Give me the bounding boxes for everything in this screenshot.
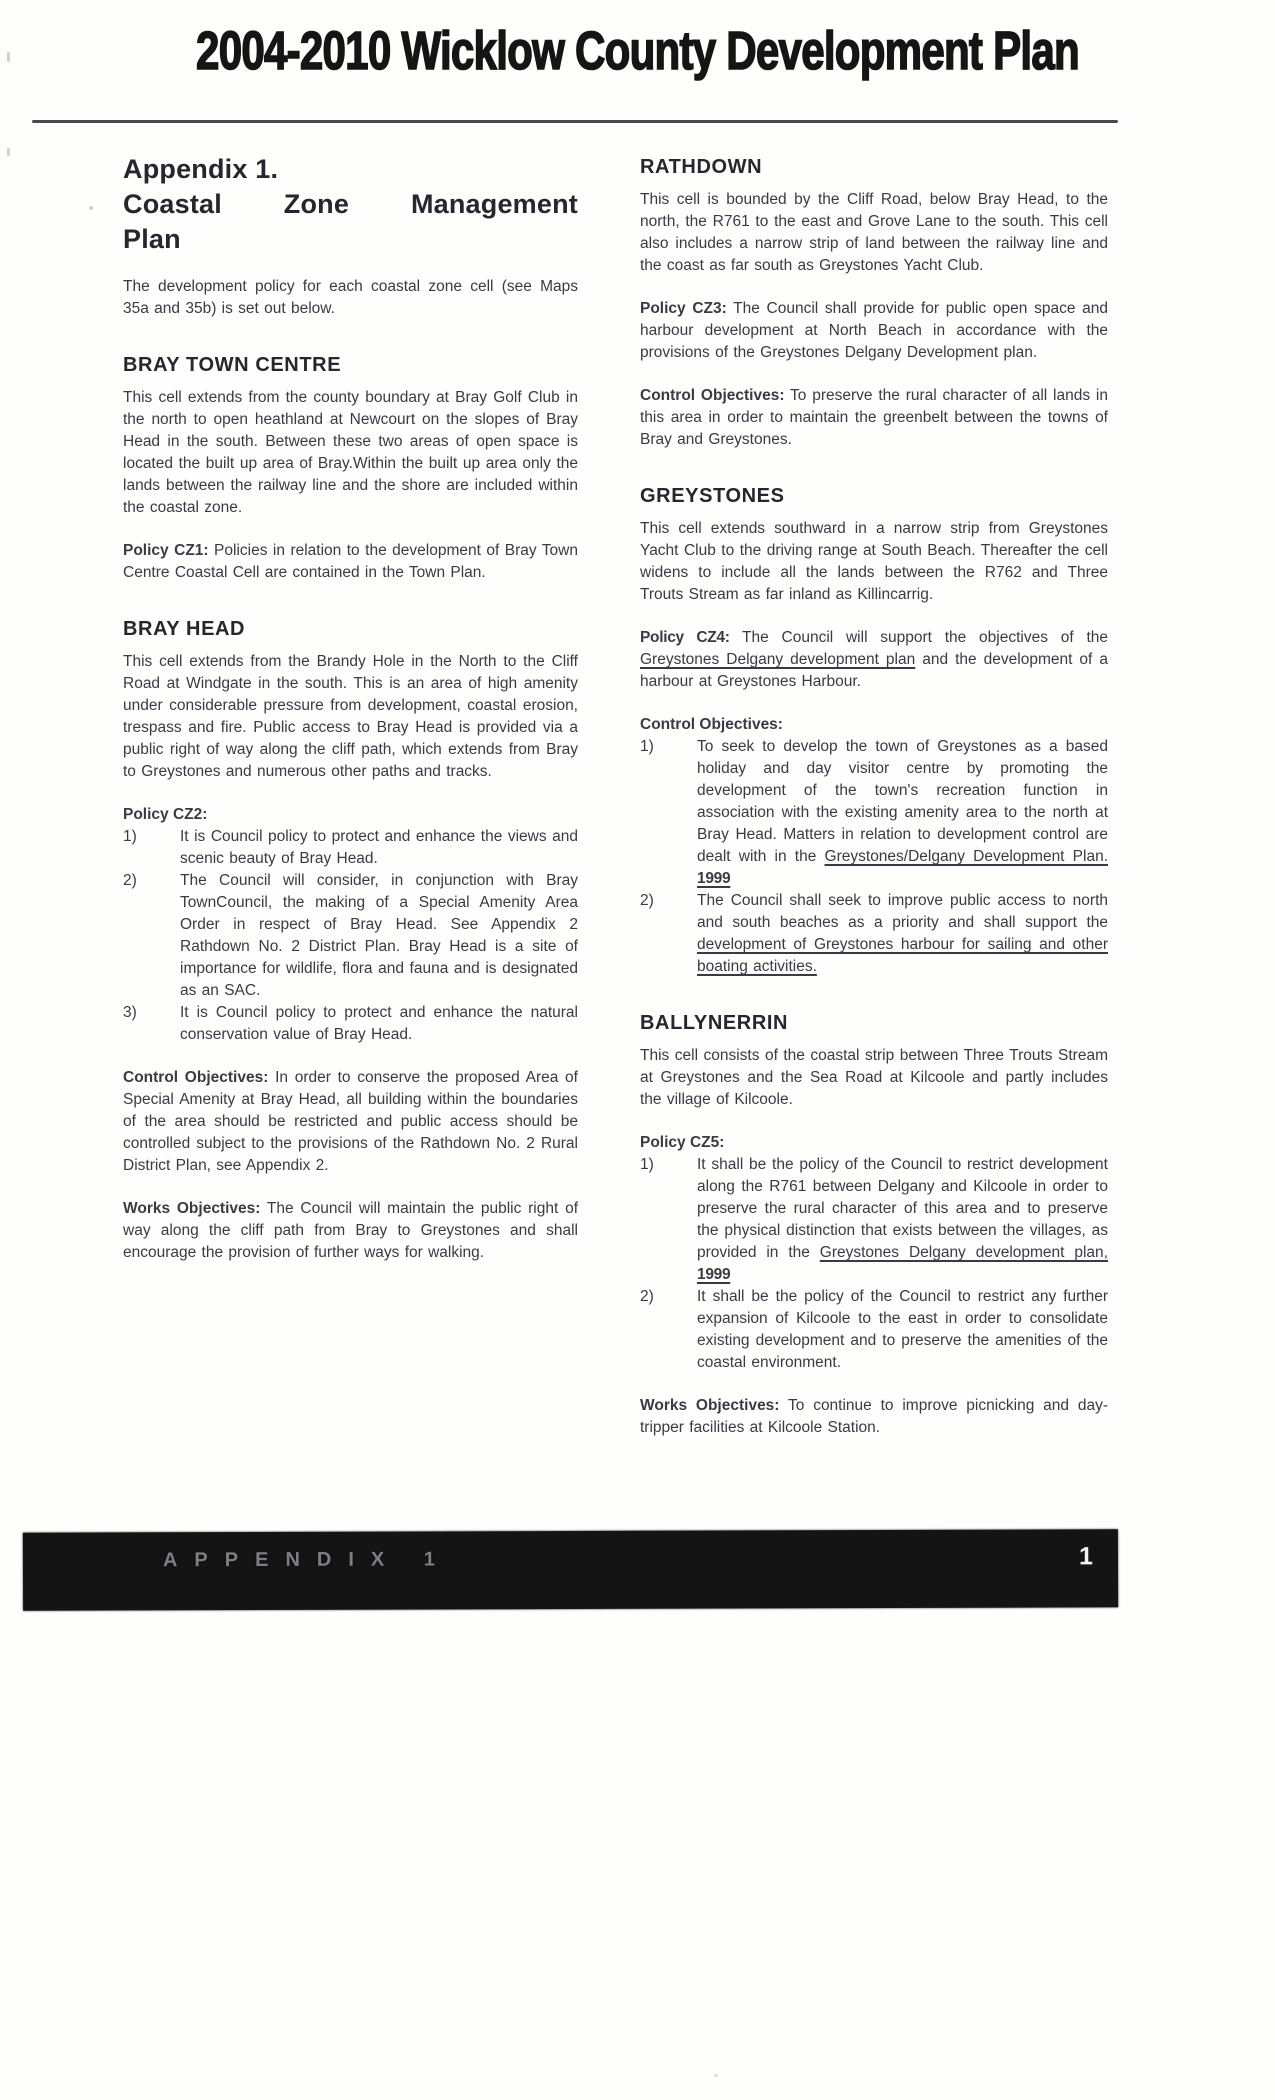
ballynerrin-body: This cell consists of the coastal strip between Three Trouts Stream at Greystones and the Sea Road at Kilcoole and partly includes the village of Kilcoole. — [640, 1047, 1108, 1108]
policy-cz1-paragraph — [123, 540, 578, 584]
scan-artifact — [89, 206, 93, 210]
appendix-heading — [123, 152, 578, 257]
works-objectives-paragraph — [123, 1198, 578, 1264]
control-objectives-text: In order to conserve the proposed Area of Special Amenity at Bray Head, all building within the boundaries of the area should be restricted and public access should be controlled subject to the provisions of the Rathdown No. 2 Rural District Plan, see Appendix 2. — [123, 1069, 578, 1174]
section-heading-rathdown: RATHDOWN — [640, 156, 763, 178]
policy-cz1-text: Policies in relation to the development of Bray Town Centre Coastal Cell are contained in the Town Plan. — [123, 542, 578, 581]
list-item-text: It shall be the policy of the Council to restrict any further expansion of Kilcoole to the east in order to consolidate existing development and to preserve the amenities of the coastal environment. — [697, 1288, 1108, 1371]
scan-artifact — [714, 2074, 718, 2077]
control-objectives-paragraph — [123, 1067, 578, 1177]
section-heading-ballynerrin: BALLYNERRIN — [640, 1012, 789, 1034]
list-item — [640, 736, 1108, 890]
list-item-number: 1) — [123, 828, 137, 845]
policy-cz4-paragraph: Policy CZ4: The Council will support the objectives of the Greystones Delgany development plan and the development of a harbour at Greystones Harbour. — [640, 629, 1108, 690]
appendix-heading-line1: Appendix 1. — [123, 154, 279, 184]
list-item-number: 3) — [123, 1004, 137, 1021]
footer-bar — [23, 1529, 1118, 1610]
list-item-text: To seek to develop the town of Greystones as a based holiday and day visitor centre by promoting the development of the town's recreation function in association with the existing amenity area to the north at Bray Head. Matters in relation to development control are dealt with in the Greystones/Delgany Development Plan. 1999 — [697, 738, 1109, 887]
control-objectives-paragraph — [640, 385, 1108, 451]
greystones-body: This cell extends southward in a narrow strip from Greystones Yacht Club to the driving range at South Beach. Thereafter the cell widens to include all the lands between the R762 and Three Trouts Stream as far inland as Killincarrig. — [640, 520, 1108, 603]
list-item-number: 1) — [640, 738, 654, 755]
list-item — [640, 1286, 1108, 1374]
list-item-number: 2) — [123, 872, 137, 889]
list-item-number: 2) — [640, 892, 654, 909]
list-item — [123, 1002, 578, 1046]
list-item-text: The Council shall seek to improve public access to north and south beaches as a priority and shall support the development of Greystones harbour for sailing and other boating activities. — [697, 892, 1108, 975]
control-objectives-label: Control Objectives: — [640, 387, 785, 404]
list-item — [640, 890, 1108, 978]
policy-cz1-label: Policy CZ1: — [123, 542, 209, 559]
left-column — [123, 152, 578, 1285]
policy-cz3-paragraph — [640, 298, 1108, 364]
section-heading-bray-town-centre: BRAY TOWN CENTRE — [123, 354, 342, 376]
control-objectives-text: To preserve the rural character of all lands in this area in order to maintain the greenbelt between the towns of Bray and Greystones. — [640, 387, 1108, 448]
works-objectives-text: The Council will maintain the public right of way along the cliff path from Bray to Greystones and shall encourage the provision of further ways for walking. — [123, 1200, 578, 1261]
list-item-number: 2) — [640, 1288, 654, 1305]
policy-cz2-heading: Policy CZ2: — [123, 806, 208, 823]
list-item-text: It shall be the policy of the Council to restrict development along the R761 between Delgany and Kilcoole in order to preserve the rural character of this area and to preserve the physical distinction that exists between the villages, as provided in the Greystones Delgany development plan, 1999 — [697, 1156, 1108, 1283]
policy-cz3-text: The Council shall provide for public open space and harbour development at North Beach in accordance with the provisions of the Greystones Delgany Development plan. — [640, 300, 1108, 361]
list-item-text: It is Council policy to protect and enhance the natural conservation value of Bray Head. — [180, 1004, 578, 1043]
greystones-control-list — [640, 736, 1108, 978]
right-column — [640, 152, 1108, 1460]
bray-head-body: This cell extends from the Brandy Hole in the North to the Cliff Road at Windgate in the south. This is an area of high amenity under considerable pressure from development, coastal erosion, trespass and fire. Public access to Bray Head is provided via a public right of way along the cliff path, which extends from Bray to Greystones and numerous other paths and tracks. — [123, 653, 578, 780]
list-item-text: It is Council policy to protect and enhance the views and scenic beauty of Bray Head. — [180, 828, 578, 867]
footer-appendix-label: APPENDIX 1 — [162, 1548, 452, 1572]
footer-page-number: 1 — [1078, 1542, 1093, 1571]
bray-town-centre-body: This cell extends from the county boundary at Bray Golf Club in the north to open heathland at Newcourt on the slopes of Bray Head in the south. Between these two areas of open space is located the built up area of Bray.Within the built up area only the lands between the railway line and the shore are included within the coastal zone. — [123, 389, 578, 516]
policy-cz2-list — [123, 826, 578, 1046]
list-item-number: 1) — [640, 1156, 654, 1173]
control-objectives-label: Control Objectives: — [123, 1069, 269, 1086]
list-item — [123, 870, 578, 1002]
list-item-text: The Council will consider, in conjunction with Bray TownCouncil, the making of a Special Amenity Area Order in respect of Bray Head. See Appendix 2 Rathdown No. 2 District Plan. Bray Head is a site of importance for wildlife, flora and fauna and is designated as an SAC. — [180, 872, 578, 999]
scan-artifact — [7, 52, 10, 62]
list-item — [640, 1154, 1108, 1286]
policy-cz5-list — [640, 1154, 1108, 1374]
appendix-heading-line2: Coastal Zone Management — [123, 189, 578, 219]
scan-artifact — [7, 148, 10, 156]
control-objectives-heading: Control Objectives: — [640, 716, 783, 733]
appendix-heading-line3: Plan — [123, 224, 181, 254]
rathdown-body: This cell is bounded by the Cliff Road, below Bray Head, to the north, the R761 to the east and Grove Lane to the south. This cell also includes a narrow strip of land between the railway line and the coast as far south as Greystones Yacht Club. — [640, 191, 1108, 274]
policy-cz5-heading: Policy CZ5: — [640, 1134, 725, 1151]
header-divider — [32, 120, 1118, 123]
works-objectives-paragraph — [640, 1395, 1108, 1439]
list-item — [123, 826, 578, 870]
works-objectives-label: Works Objectives: — [640, 1397, 780, 1414]
works-objectives-label: Works Objectives: — [123, 1200, 261, 1217]
intro-paragraph: The development policy for each coastal zone cell (see Maps 35a and 35b) is set out below. — [123, 278, 578, 317]
works-objectives-text: To continue to improve picnicking and day-tripper facilities at Kilcoole Station. — [640, 1397, 1108, 1436]
document-title: 2004-2010 Wicklow County Development Plan — [196, 21, 1079, 81]
section-heading-bray-head: BRAY HEAD — [123, 618, 246, 640]
policy-cz3-label: Policy CZ3: — [640, 300, 727, 317]
section-heading-greystones: GREYSTONES — [640, 485, 785, 507]
